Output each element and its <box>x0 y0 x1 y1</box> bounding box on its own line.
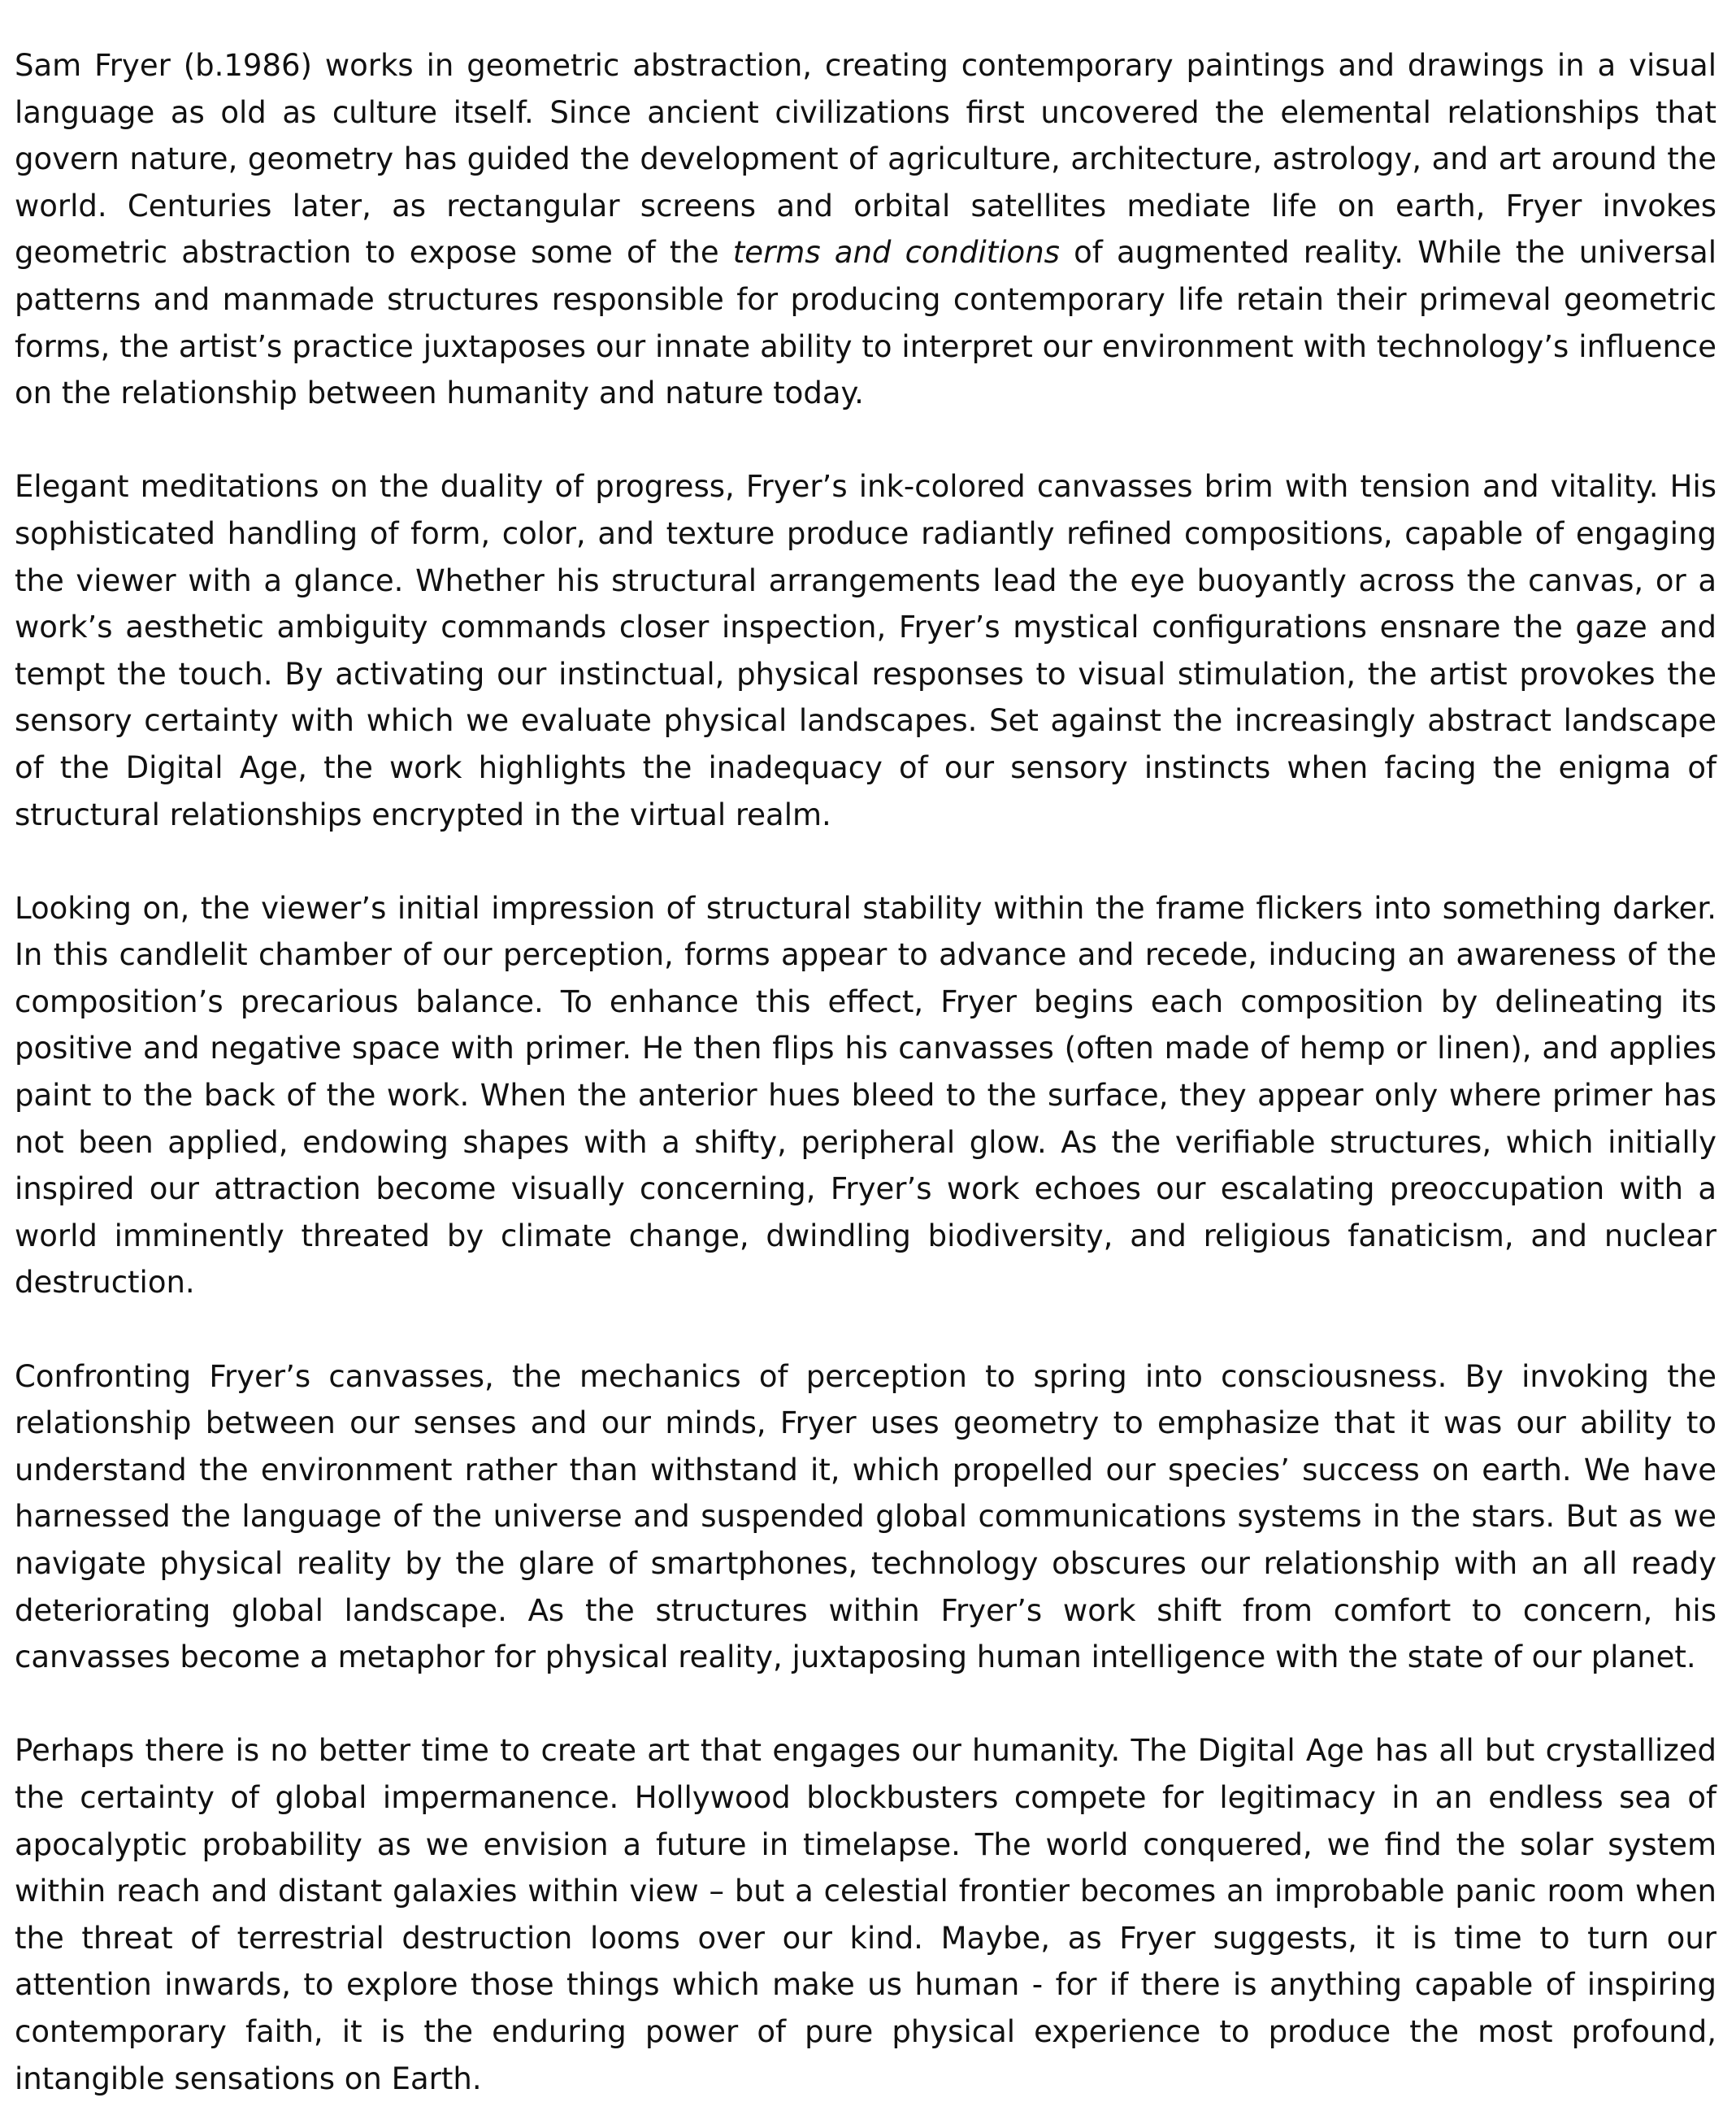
paragraph-5: Perhaps there is no better time to create art that engages our humanity. The Digital Age has all but crystallized the certainty of global impermanence. Hollywood blockbusters compete for legitimacy in an endless sea of apocalyptic probability as we envision a future in timelapse. The world conquered, we find the solar system within reach and distant galaxies within view – but a celestial frontier becomes an improbable panic room when the threat of terrestrial destruction looms over our kind. Maybe, as Fryer suggests, it is time to turn our attention inwards, to explore those things which make us human - for if there is anything capable of inspiring contemporary faith, it is the enduring power of pure physical experience to produce the most profound, intangible sensations on Earth. <box>15 1733 1716 2096</box>
paragraph-3: Looking on, the viewer’s initial impression of structural stability within the frame flickers into something darker. In this candlelit chamber of our perception, forms appear to advance and recede, inducing an awareness of the composition’s precarious balance. To enhance this effect, Fryer begins each composition by delineating its positive and negative space with primer. He then flips his canvasses (often made of hemp or linen), and applies paint to the back of the work. When the anterior hues bleed to the surface, they appear only where primer has not been applied, endowing shapes with a shifty, peripheral glow. As the verifiable structures, which initially inspired our attraction become visually concerning, Fryer’s work echoes our escalating preoccupation with a world imminently threated by climate change, dwindling biodiversity, and religious fanaticism, and nuclear destruction. <box>15 890 1716 1301</box>
paragraph-1-text-before: Sam Fryer (b.1986) works in geometric abstraction, creating contemporary paintings and drawings in a visual language as old as culture itself. Since ancient civilizations first uncovered the elemental relationships that govern nature, geometry has guided the development of agriculture, architecture, astrology, and art around the world. Centuries later, as rectangular screens and orbital satellites mediate life on earth, Fryer invokes geometric abstraction to expose some of the <box>15 48 1716 271</box>
document-body <box>15 42 1716 2102</box>
paragraph-1-emphasis: terms and conditions <box>732 235 1060 271</box>
paragraph-4: Confronting Fryer’s canvasses, the mechanics of perception to spring into consciousness. By invoking the relationship between our senses and our minds, Fryer uses geometry to emphasize that it was our ability to understand the environment rather than withstand it, which propelled our species’ success on earth. We have harnessed the language of the universe and suspended global communications systems in the stars. But as we navigate physical reality by the glare of smartphones, technology obscures our relationship with an all ready deteriorating global landscape. As the structures within Fryer’s work shift from comfort to concern, his canvasses become a metaphor for physical reality, juxtaposing human intelligence with the state of our planet. <box>15 1358 1716 1675</box>
paragraph-2: Elegant meditations on the duality of progress, Fryer’s ink-colored canvasses brim with tension and vitality. His sophisticated handling of form, color, and texture produce radiantly refined compositions, capable of engaging the viewer with a glance. Whether his structural arrangements lead the eye buoyantly across the canvas, or a work’s aesthetic ambiguity commands closer inspection, Fryer’s mystical configurations ensnare the gaze and tempt the touch. By activating our instinctual, physical responses to visual stimulation, the artist provokes the sensory certainty with which we evaluate physical landscapes. Set against the increasingly abstract landscape of the Digital Age, the work highlights the inadequacy of our sensory instincts when facing the enigma of structural relationships encrypted in the virtual realm. <box>15 469 1716 832</box>
paragraph-1 <box>15 42 1716 417</box>
paragraph-1-text-after: of augmented reality. While the universal patterns and manmade structures responsible for producing contemporary life retain their primeval geometric forms, the artist’s practice juxtaposes our innate ability to interpret our environment with technology’s influence on the relationship between humanity and nature today. <box>15 235 1716 411</box>
